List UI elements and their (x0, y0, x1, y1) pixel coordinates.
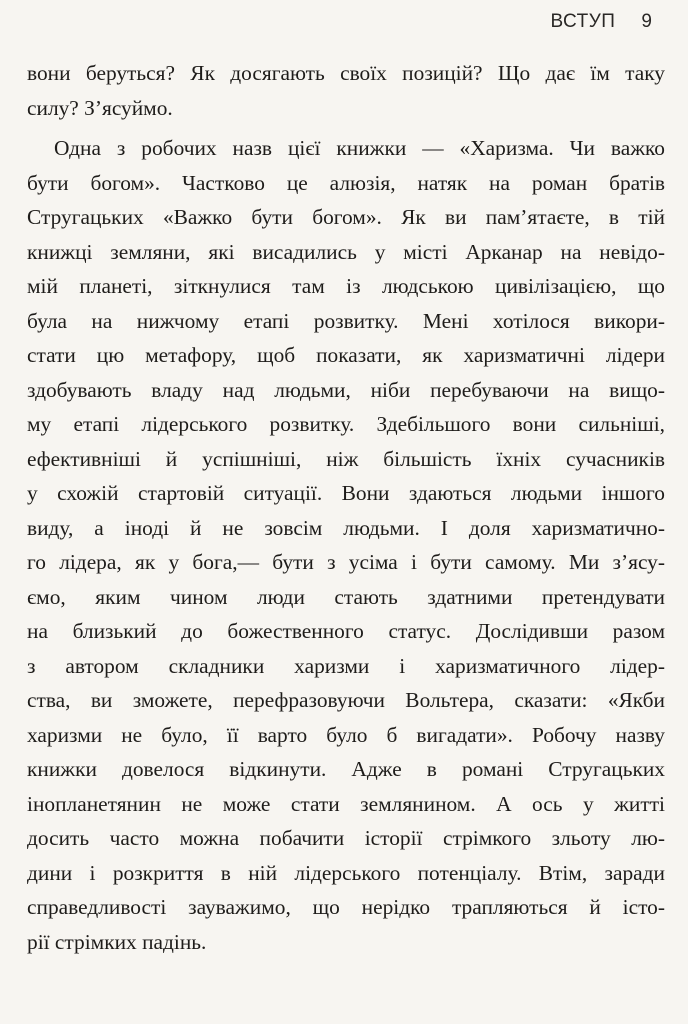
text-line: справедливості зауважимо, що нерідко трапляються й істо- (27, 895, 665, 919)
text-line: ефективніші й успішніші, ніж більшість їхніх сучасників (27, 446, 665, 471)
text-line: стати цю метафору, щоб показати, як харизматичні лідери (27, 343, 665, 367)
text-line: на близький до божественного статус. Дослідивши разом (27, 619, 665, 643)
text-line: інопланетянин не може стати землянином. А ось у житті (27, 791, 665, 816)
text-line: книжки довелося відкинути. Адже в романі Стругацьких (27, 757, 665, 781)
text-line: ємо, яким чином люди стають здатними претендувати (27, 584, 665, 609)
text-line: виду, а іноді й не зовсім людьми. І доля харизматично- (27, 515, 665, 540)
text-line: з автором складники харизми і харизматичного лідер- (27, 653, 665, 678)
text-line: книжці земляни, які висадились у місті Арканар на невідо- (27, 239, 665, 264)
text-line: була на нижчому етапі розвитку. Мені хотілося викори- (27, 308, 665, 333)
text-line: досить часто можна побачити історії стрімкого зльоту лю- (27, 826, 665, 850)
paragraph-main (27, 131, 665, 959)
text-line: харизми не було, її варто було б вигадати». Робочу назву (27, 722, 665, 747)
text-line: Стругацьких «Важко бути богом». Як ви пам’ятаєте, в тій (27, 205, 665, 229)
text-line: рії стрімких падінь. (27, 929, 207, 954)
text-line: ства, ви зможете, перефразовуючи Вольтера, сказати: «Якби (27, 688, 665, 712)
paragraph-continuation (27, 56, 665, 125)
body-text (27, 56, 665, 959)
text-line: му етапі лідерського розвитку. Здебільшого вони сильніші, (27, 412, 665, 436)
running-header (550, 9, 652, 35)
text-line: дини і розкриття в ній лідерського потенціалу. Втім, заради (27, 860, 665, 885)
text-line: здобувають владу над людьми, ніби перебуваючи на вищо- (27, 377, 665, 402)
text-line: мій планеті, зіткнулися там із людською цивілізацією, що (27, 274, 665, 298)
text-line: Одна з робочих назв цієї книжки — «Харизма. Чи важко (54, 136, 665, 160)
text-line: вони беруться? Як досягають своїх позицій? Що дає їм таку (27, 61, 665, 85)
section-title: ВСТУП (550, 11, 616, 32)
text-line: силу? З’ясуймо. (27, 95, 173, 120)
text-line: го лідера, як у бога,— бути з усіма і бути самому. Ми з’ясу- (27, 550, 665, 574)
text-line: бути богом». Частково це алюзія, натяк на роман братів (27, 170, 665, 195)
page-number: 9 (641, 11, 652, 32)
text-line: у схожій стартовій ситуації. Вони здаються людьми іншого (27, 481, 665, 505)
